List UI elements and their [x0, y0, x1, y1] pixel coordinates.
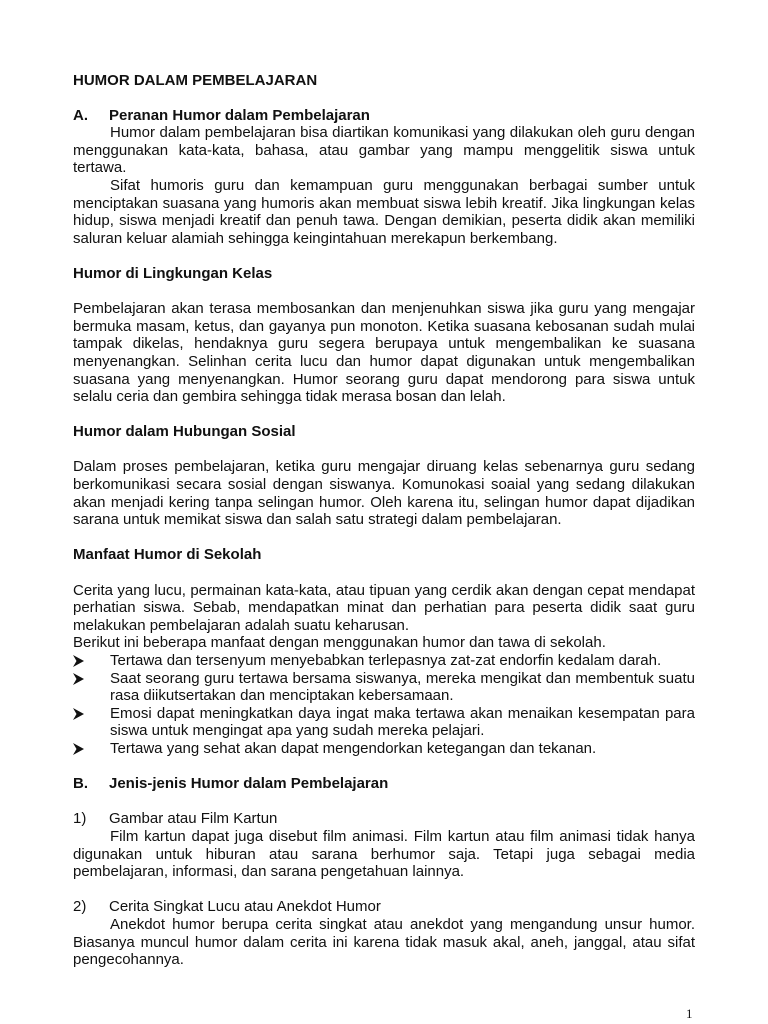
item-title: Gambar atau Film Kartun	[109, 810, 278, 828]
subheading-manfaat: Manfaat Humor di Sekolah	[73, 546, 262, 564]
page-number: 1	[686, 1006, 693, 1021]
spacer	[73, 793, 695, 811]
list-item	[73, 670, 695, 705]
spacer	[73, 247, 695, 265]
document-title: HUMOR DALAM PEMBELAJARAN	[73, 72, 318, 89]
section-letter: A.	[73, 106, 88, 124]
paragraph: Dalam proses pembelajaran, ketika guru mengajar diruang kelas sebenarnya guru sedang berkomunikasi secara sosial dengan siswanya. Komunokasi soaial yang sedang dilakukan akan menjadi kering tanpa selingan humor. Oleh karena itu, selingan humor dapat dijadikan sarana untuk memikat siswa dan salah satu strategi dalam pembelajaran.	[73, 458, 695, 529]
spacer	[73, 283, 695, 301]
list-item-text: Tertawa yang sehat akan dapat mengendorkan ketegangan dan tekanan.	[110, 739, 597, 757]
benefits-list	[73, 652, 695, 758]
section-a-heading	[73, 107, 695, 125]
list-item-text: Saat seorang guru tertawa bersama siswanya, mereka mengikat dan membentuk suatu rasa diikutsertakan dan menciptakan kebersamaan.	[110, 669, 695, 705]
paragraph: Pembelajaran akan terasa membosankan dan menjenuhkan siswa jika guru yang mengajar bermuka masam, ketus, dan gayanya pun monoton. Ketika suasana kebosanan sudah mulai tampak dikelas, hendaknya guru segera berupaya untuk mengembalikan ke suasana menyenangkan. Selinhan cerita lucu dan humor dapat digunakan untuk mengembalikan suasana yang menyenangkan. Humor seorang guru dapat mendorong para siswa untuk selalu ceria dan gembira sehingga tidak merasa bosan dan lelah.	[73, 300, 695, 406]
document-page	[73, 72, 695, 969]
arrowhead-bullet-icon	[73, 740, 110, 758]
spacer	[73, 529, 695, 547]
spacer	[73, 758, 695, 776]
paragraph: Film kartun dapat juga disebut film animasi. Film kartun atau film animasi tidak hanya digunakan untuk hiburan atau sarana berhumor saja. Tetapi juga sebagai media pembelajaran, informasi, dan sarana pengetahuan lainnya.	[73, 827, 695, 881]
paragraph: Cerita yang lucu, permainan kata-kata, atau tipuan yang cerdik akan dengan cepat mendapat perhatian siswa. Sebab, mendapatkan minat dan perhatian para peserta didik saat guru melakukan pembelajaran adalah suatu keharusan.	[73, 581, 695, 634]
list-item	[73, 740, 695, 758]
paragraph: Anekdot humor berupa cerita singkat atau anekdot yang mengandung unsur humor. Biasanya muncul humor dalam cerita ini karena tidak masuk akal, aneh, janggal, atau sifat pengecohannya.	[73, 915, 695, 969]
section-b-heading	[73, 775, 695, 793]
spacer	[73, 90, 695, 107]
spacer	[73, 441, 695, 459]
paragraph: Berikut ini beberapa manfaat dengan menggunakan humor dan tawa di sekolah.	[73, 634, 606, 652]
item-number: 2)	[73, 898, 87, 916]
arrowhead-bullet-icon	[73, 670, 110, 705]
paragraph: Humor dalam pembelajaran bisa diartikan komunikasi yang dilakukan oleh guru dengan menggunakan kata-kata, bahasa, atau gambar yang mampu menggelitik siswa untuk tertawa.	[73, 124, 695, 177]
spacer	[73, 564, 695, 582]
list-item	[73, 705, 695, 740]
numbered-item-heading	[73, 898, 695, 916]
subheading-kelas: Humor di Lingkungan Kelas	[73, 264, 273, 282]
section-title: Jenis-jenis Humor dalam Pembelajaran	[109, 775, 389, 793]
arrowhead-bullet-icon	[73, 652, 110, 670]
list-item-text: Tertawa dan tersenyum menyebabkan terlepasnya zat-zat endorfin kedalam darah.	[110, 652, 662, 669]
arrowhead-bullet-icon	[73, 705, 110, 740]
paragraph: Sifat humoris guru dan kemampuan guru menggunakan berbagai sumber untuk menciptakan suasana yang humoris akan membuat siswa lebih kreatif. Jika lingkungan kelas hidup, siswa menjadi kreatif dan penuh tawa. Dengan demikian, peserta didik akan memiliki saluran keluar alamiah sehingga keingintahuan merekapun berkembang.	[73, 176, 695, 247]
item-title: Cerita Singkat Lucu atau Anekdot Humor	[109, 898, 381, 916]
subheading-sosial: Humor dalam Hubungan Sosial	[73, 423, 296, 441]
item-number: 1)	[73, 810, 87, 828]
section-title: Peranan Humor dalam Pembelajaran	[109, 106, 370, 124]
numbered-item-heading	[73, 810, 695, 828]
list-item-text: Emosi dapat meningkatkan daya ingat maka tertawa akan menaikan kesempatan para siswa untuk mengingat apa yang sudah mereka pelajari.	[110, 704, 695, 740]
list-item	[73, 652, 695, 670]
spacer	[73, 406, 695, 424]
spacer	[73, 881, 695, 899]
section-letter: B.	[73, 775, 88, 793]
